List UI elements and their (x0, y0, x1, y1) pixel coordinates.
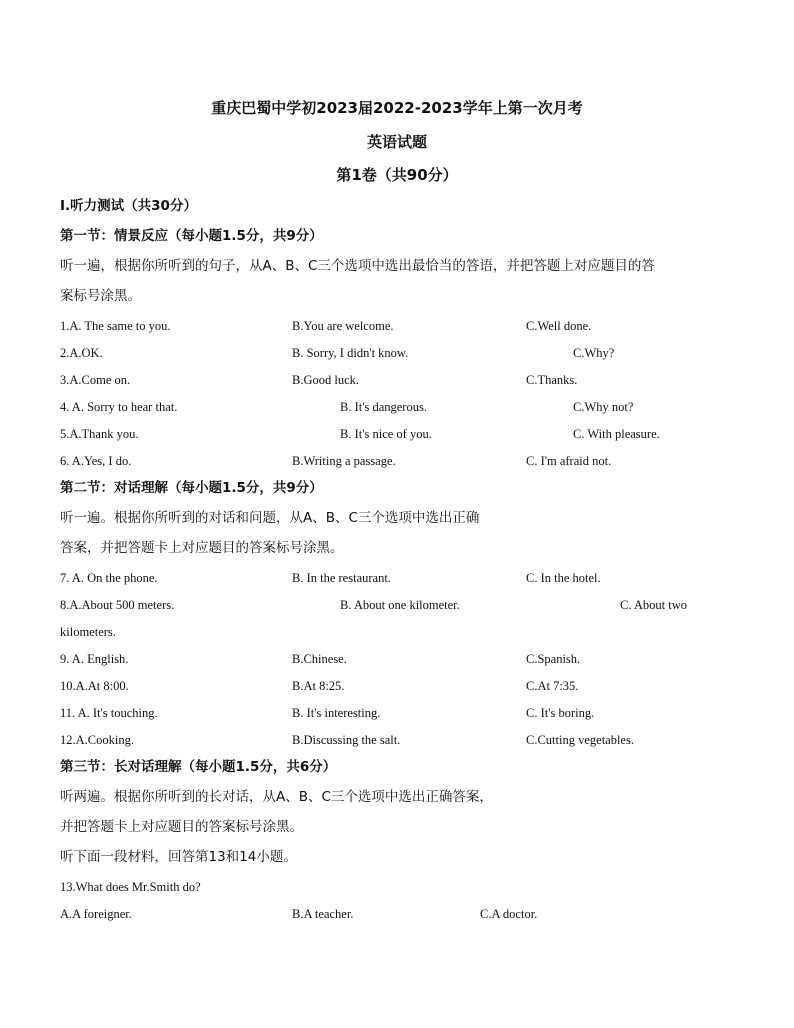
part3-instruction: 听两遍。根据你所听到的长对话，从A、B、C三个选项中选出正确答案， (60, 789, 493, 805)
q9-option-c: C.Spanish. (526, 652, 581, 666)
q7-option-b: B. In the restaurant. (292, 571, 391, 585)
part3-instruction-cont: 并把答题卡上对应题目的答案标号涂黑。 (60, 819, 303, 835)
q4-option-c: C.Why not? (573, 400, 634, 414)
part1-instruction: 听一遍，根据你所听到的句子，从A、B、C三个选项中选出最恰当的答语，并把答题上对应题目的答 (60, 258, 655, 274)
q5-option-b: B. It's nice of you. (340, 427, 432, 441)
q13-question: 13.What does Mr.Smith do? (60, 880, 201, 894)
q5-option-a: 5.A.Thank you. (60, 427, 139, 441)
q13-option-c: C.A doctor. (480, 907, 538, 921)
q5-option-c: C. With pleasure. (573, 427, 660, 441)
q10-option-a: 10.A.At 8:00. (60, 679, 129, 693)
q4-option-b: B. It's dangerous. (340, 400, 427, 414)
q1-option-a: 1.A. The same to you. (60, 319, 171, 333)
q2-option-c: C.Why? (573, 346, 615, 360)
part2-instruction-cont: 答案，并把答题卡上对应题目的答案标号涂黑。 (60, 540, 344, 556)
q4-option-a: 4. A. Sorry to hear that. (60, 400, 178, 414)
q13-option-b: B.A teacher. (292, 907, 354, 921)
q12-option-a: 12.A.Cooking. (60, 733, 134, 747)
q1-option-c: C.Well done. (526, 319, 592, 333)
part2-instruction: 听一遍。根据你所听到的对话和问题，从A、B、C三个选项中选出正确 (60, 510, 480, 526)
q11-option-c: C. It's boring. (526, 706, 595, 720)
volume-heading: 第1卷（共90分） (336, 166, 458, 184)
part3-heading: 第三节：长对话理解（每小题1.5分，共6分） (60, 759, 337, 775)
q3-option-a: 3.A.Come on. (60, 373, 131, 387)
q13-option-a: A.A foreigner. (60, 907, 132, 921)
q8-option-b: B. About one kilometer. (340, 598, 460, 612)
q2-option-b: B. Sorry, I didn't know. (292, 346, 409, 360)
section-heading: I.听力测试（共30分） (60, 198, 197, 214)
q8-option-c-cont: kilometers. (60, 625, 116, 639)
q10-option-b: B.At 8:25. (292, 679, 345, 693)
q6-option-c: C. I'm afraid not. (526, 454, 612, 468)
q1-option-b: B.You are welcome. (292, 319, 394, 333)
part2-heading: 第二节：对话理解（每小题1.5分，共9分） (60, 480, 323, 496)
q8-option-a: 8.A.About 500 meters. (60, 598, 175, 612)
q6-option-b: B.Writing a passage. (292, 454, 396, 468)
q10-option-c: C.At 7:35. (526, 679, 579, 693)
q2-option-a: 2.A.OK. (60, 346, 103, 360)
q8-option-c: C. About two (620, 598, 688, 612)
q3-option-b: B.Good luck. (292, 373, 360, 387)
exam-subtitle: 英语试题 (366, 133, 427, 151)
q9-option-b: B.Chinese. (292, 652, 347, 666)
exam-title: 重庆巴蜀中学初2023届2022-2023学年上第一次月考 (211, 99, 583, 117)
part1-instruction-cont: 案标号涂黑。 (60, 288, 141, 304)
q6-option-a: 6. A.Yes, I do. (60, 454, 132, 468)
q7-option-c: C. In the hotel. (526, 571, 601, 585)
q11-option-a: 11. A. It's touching. (60, 706, 158, 720)
q12-option-c: C.Cutting vegetables. (526, 733, 634, 747)
part3-material-note: 听下面一段材料，回答第13和14小题。 (60, 849, 297, 865)
q3-option-c: C.Thanks. (526, 373, 578, 387)
q9-option-a: 9. A. English. (60, 652, 129, 666)
q7-option-a: 7. A. On the phone. (60, 571, 158, 585)
part1-heading: 第一节：情景反应（每小题1.5分，共9分） (60, 228, 323, 244)
q11-option-b: B. It's interesting. (292, 706, 381, 720)
q12-option-b: B.Discussing the salt. (292, 733, 401, 747)
